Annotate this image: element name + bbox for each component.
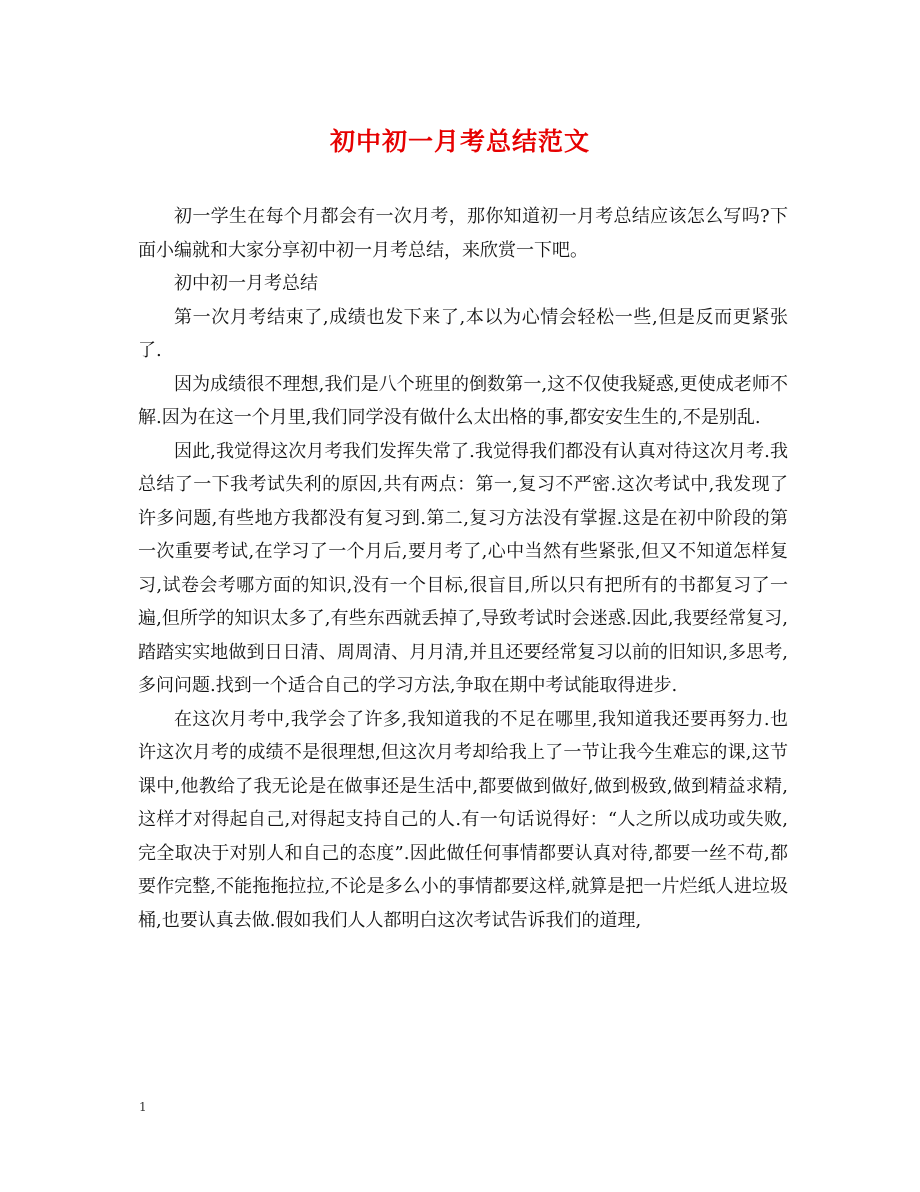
paragraph-1: 第一次月考结束了,成绩也发下来了,本以为心情会轻松一些,但是反而更紧张了. (138, 306, 788, 361)
page-number: 1 (139, 1100, 147, 1114)
document-body (138, 200, 788, 937)
document-title: 初中初一月考总结范文 (329, 127, 590, 156)
paragraph-3: 因此,我觉得这次月考我们发挥失常了.我觉得我们都没有认真对待这次月考.我总结了一下我考试失利的原因,共有两点：第一,复习不严密.这次考试中,我发现了许多问题,有些地方我都没有复习到.第二,复习方法没有掌握.这是在初中阶段的第一次重要考试,在学习了一个月后,要月考了,心中当然有些紧张,但又不知道怎样复习,试卷会考哪方面的知识,没有一个目标,很盲目,所以只有把所有的书都复习了一遍,但所学的知识太多了,有些东西就丢掉了,导致考试时会迷惑.因此,我要经常复习,踏踏实实地做到日日清、周周清、月月清,并且还要经常复习以前的旧知识,多思考,多问问题.找到一个适合自己的学习方法,争取在期中考试能取得进步. (138, 440, 788, 696)
paragraph-intro: 初一学生在每个月都会有一次月考，那你知道初一月考总结应该怎么写吗?下面小编就和大家分享初中初一月考总结，来欣赏一下吧。 (138, 206, 788, 261)
paragraph-4: 在这次月考中,我学会了许多,我知道我的不足在哪里,我知道我还要再努力.也许这次月考的成绩不是很理想,但这次月考却给我上了一节让我今生难忘的课,这节课中,他教给了我无论是在做事还是生活中,都要做到做好,做到极致,做到精益求精,这样才对得起自己,对得起支持自己的人.有一句话说得好：“人之所以成功或失败,完全取决于对别人和自己的态度”.因此做任何事情都要认真对待,都要一丝不苟,都要作完整,不能拖拖拉拉,不论是多么小的事情都要这样,就算是把一片烂纸人进垃圾桶,也要认真去做.假如我们人人都明白这次考试告诉我们的道理, (138, 708, 788, 931)
paragraph-2: 因为成绩很不理想,我们是八个班里的倒数第一,这不仅使我疑惑,更使成老师不解.因为在这一个月里,我们同学没有做什么太出格的事,都安安生生的,不是别乱. (138, 373, 788, 428)
paragraph-subheading: 初中初一月考总结 (174, 273, 318, 294)
